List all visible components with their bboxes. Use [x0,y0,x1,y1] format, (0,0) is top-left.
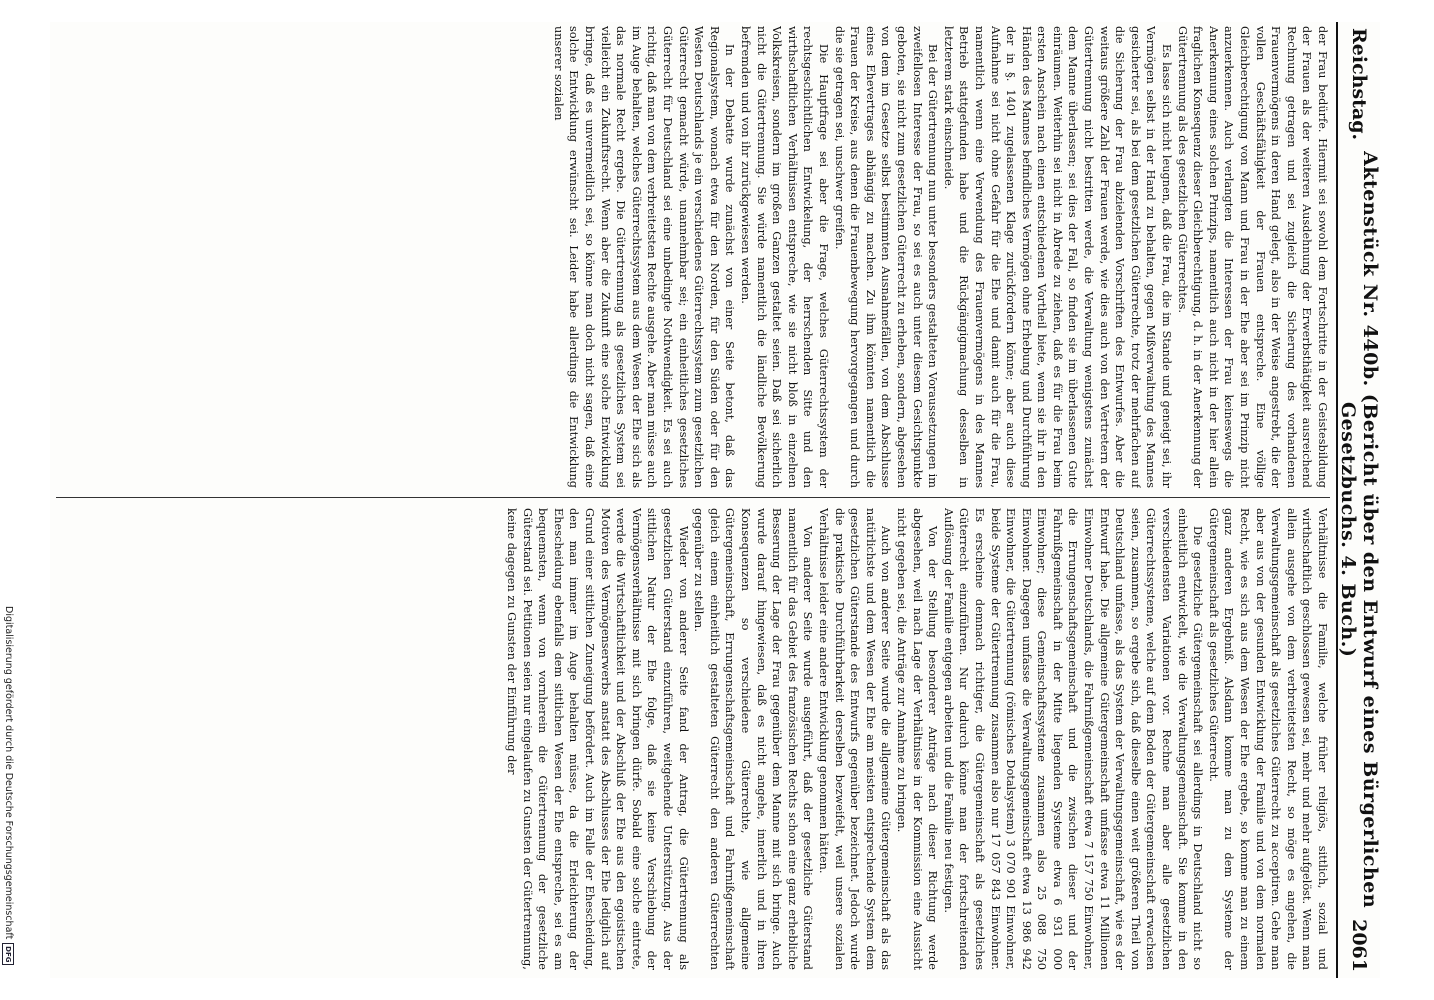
credit-text: Digitalisierung gefördert durch die Deutsche Forschungsgemeinschaft [3,606,14,940]
page-number: 2061 [1348,919,1370,972]
page-header [1336,22,1380,978]
paragraph: In der Debatte wurde zunächst von einer Seite betont, daß das Regionalsystem, wonach etwa für den Norden, für den Süden oder für den Westen Deutschlands je ein verschiedenes Güterrechtssystem zum gesetzlichen Güterrecht gemacht würde, unannehmbar sei; ein einheitliches gesetzliches Güterrecht für Deutschland sei eine unbedingte Nothwendigkeit. Es sei auch richtig, daß man von dem verbreitetsten Rechte ausgehe. Aber man müsse auch im Auge behalten, welches Güterrechtssystem aus dem Wesen der Ehe sich als das normale Recht ergebe. Die Gütertrennung als gesetzliches System sei vielleicht ein Zukunftsrecht. Wenn aber die Zukunft eine solche Entwicklung bringe, daß es unvermeidlich sei, so könne man doch nicht sagen, daß eine solche Entwicklung erwünscht sei. Leider habe allerdings die Entwicklung unserer sozialen [551,26,737,488]
paragraph: Verhältnisse die Familie, welche früher religiös, sittlich, sozial und wirthschaftlich geschlossen gewesen sei, mehr und mehr aufgelöst. Wenn man allein ausgehe von dem verbreitetsten Recht, so möge es angehen, die Verwaltungsgemeinschaft als gesetzliches Güterrecht zu acceptiren. Gehe man aber aus von der gesunden Entwicklung der Familie und von dem normalen Recht, wie es sich aus dem Wesen der Ehe ergebe, so komme man zu einem ganz anderen Ergebniß. Alsdann komme man zu dem Systeme der Gütergemeinschaft als gesetzliches Güterrecht. [1206,508,1329,970]
paragraph: Die Hauptfrage sei aber die Frage, welches Güterrechtssystem der rechtsgeschichtlichen Entwickelung, der herrschenden Sitte und den wirthschaftlichen Verhältnissen entspreche, wie sie nicht bloß in einzelnen Volkskreisen, sondern im großen Ganzen gestaltet seien. Daß sei sicherlich nicht die Gütertrennung. Sie würde namentlich die ländliche Bevölkerung befremden und von ihr zurückgewiesen werden. [739,26,830,488]
scanned-page [50,22,1380,978]
header-title: Aktenstück Nr. 440b. (Bericht über den Entwurf eines Bürgerlichen Gesetzbuchs. 4. Buch.) [1337,151,1381,909]
paragraph: Auch von anderer Seite wurde die allgemeine Gütergemeinschaft als das natürlichste und dem Wesen der Ehe am meisten entsprechende System dem gesetzlichen Güterstande des Entwurfs gegenüber bezeichnet. Jedoch wurde die praktische Durchführbarkeit derselben bezweifelt, weil unsere sozialen Verhältnisse leider eine andere Entwicklung genommen hätten. [817,508,893,970]
paragraph: Bei der Gütertrennung nun unter besonders gestalteten Voraussetzungen im zweifellosen Interesse der Frau, so sei es auch unter diesem Gesichtspunkte geboten, sie nicht zum gesetzlichen Güterrecht zu erheben, sondern, abgesehen von dem im Gesetze selbst bestimmten Ausnahmefällen, von dem Abschlusse eines Ehevertrages abhängig zu machen. Zu ihm könnten namentlich die Frauen der Kreise, aus denen die Frauenbewegung hervorgegangen und durch die sie getragen sei, unschwer greifen. [832,26,940,488]
paragraph: der Frau bedürfe. Hiermit sei sowohl dem Fortschritte in der Geistesbildung der Frauen als der weiteren Ausdehnung der Erwerbsthätigkeit ausreichend Rechnung getragen und sei zugleich die Sicherung des vorhandenen Frauenvermögens in deren Hand gelegt, also in der Weise angestrebt, die der vollen Geschäftsfähigkeit der Frauen entspreche. Eine völlige Gleichberechtigung von Mann und Frau in der Ehe aber sei im Prinzip nicht anzuerkennen. Auch verlangten die Interessen der Frau keineswegs die Anerkennung eines solchen Prinzips, namentlich auch nicht in der hier allein fraglichen Konsequenz dieser Gleichberechtigung, d. h. in der Anerkennung der Gütertrennung als des gesetzlichen Güterrechtes. [1175,26,1329,488]
paragraph: Die gesetzliche Gütergemeinschaft sei allerdings in Deutschland nicht so einheitlich entwickelt, wie die Verwaltungsgemeinschaft. Sie komme in den verschiedensten Variationen vor. Rechne man aber alle gesetzlichen Güterrechtssysteme, welche auf dem Boden der Gütergemeinschaft erwachsen seien, zusammen, so ergebe sich, daß dieselbe einen weit größeren Theil von Deutschland umfasse, als das System der Verwaltungsgemeinschaft, wie es der Entwurf habe. Die allgemeine Gütergemeinschaft umfasse etwa 11 Millionen Einwohner Deutschlands, die Fahrnißgemeinschaft etwa 7 157 750 Einwohner, die Errungenschaftsgemeinschaft und die zwischen dieser und der Fahrnißgemeinschaft in der Mitte liegenden Systeme etwa 6 931 000 Einwohner; diese Gemeinschaftssysteme zusammen also 25 088 750 Einwohner. Dagegen umfasse die Verwaltungsgemeinschaft etwa 13 986 942 Einwohner, die Gütertrennung (römisches Dotalsystem) 3 070 901 Einwohner, beide Systeme der Gütertrennung zusammen also nur 17 057 843 Einwohner. Es erscheine demnach richtiger, die Gütergemeinschaft als gesetzliches Güterrecht einzuführen. Nur dadurch könne man der fortschreitenden Auflösung der Familie entgegen arbeiten und die Familie neu festigen. [941,508,1205,970]
text-column-left [56,26,1330,488]
dfg-logo-icon: DFG [2,943,14,965]
text-column-right [56,508,1330,970]
paragraph: Es lasse sich nicht leugnen, daß die Frau, die im Stande und geneigt sei, ihr Vermögen selbst in der Hand zu behalten, gegen Mißverwaltung des Mannes gesicherter sei, als bei dem gesetzlichen Güterrechte, trotz der mehrfachen auf die Sicherung der Frau abzielenden Vorschriften des Entwurfes. Aber die weitaus größere Zahl der Frauen werde, wie dies auch von den Vertretern der Gütertrennung nicht bestritten werde, die Verwaltung wenigstens zunächst dem Manne überlassen; sei dies der Fall, so finden sie im überlassenen Gute einräumen. Weiterhin sei nicht in Abrede zu ziehen, daß es für die Frau beim ersten Anschein nach einen entschiedenen Vortheil biete, wenn sie ihr in den Händen des Mannes befindliches Vermögen ohne Erhebung und Durchführung der in §. 1401 zugelassenen Klage zurückfordern könne; aber auch diese Aufnahme sei nicht ohne Gefahr für die Ehe und damit auch für die Frau, namentlich wenn eine Verwendung des Frauenvermögens in des Mannes Betrieb stattgefunden habe und die Rückgängigmachung desselben in letzterem stark einschneide. [941,26,1174,488]
paragraph: Wieder von anderer Seite fand der Antrag, die Gütertrennung als gesetzlichen Güterstand einzuführen, weitgehende Unterstützung. Aus der sittlichen Natur der Ehe folge, daß sie keine Verschiebung der Vermögensverhältnisse mit sich bringen dürfe. Sobald eine solche eintrete, werde die Wirtschaftlichkeit und der Abschluß der Ehe aus den egoistischen Motiven des Vermögenserwerbs anstatt des Abschlusses der Ehe lediglich auf Grund einer sittlichen Zuneigung befördert. Auch im Falle der Ehescheidung, den man immer im Auge behalten müsse, da die Erleichterung der Ehescheidung ebenfalls dem sittlichen Wesen der Ehe entspreche, sei es am bequemsten, wenn von vornherein die Gütertrennung der gesetzliche Güterstand sei. Petitionen seien nur eingelaufen zu Gunsten der Gütertrennung, keine dagegen zu Gunsten der Einführung der [505,508,690,970]
digitization-credit [1,606,15,996]
paragraph: Von der Stellung besonderer Anträge nach dieser Richtung werde abgesehen, weil nach Lage der Verhältnisse in der Kommission eine Aussicht nicht gegeben sei, die Anträge zur Annahme zu bringen. [894,508,940,970]
paragraph: Von anderer Seite wurde ausgeführt, daß der gesetzliche Güterstand namentlich für das Gebiet des französischen Rechts schon eine ganz erhebliche Besserung der Lage der Frau gegenüber dem Manne mit sich bringe. Auch wurde darauf hingewiesen, daß es nicht angehe, innerlich und in ihren Konsequenzen so verschiedene Güterrechte, wie allgemeine Gütergemeinschaft, Errungenschaftsgemeinschaft und Fahrnißgemeinschaft gleich einem einheitlich gestalteten Güterrecht den anderen Güterrechten gegenüber zu stellen. [692,508,815,970]
header-chamber: Reichstag. [1348,28,1370,141]
column-divider [56,497,1330,498]
